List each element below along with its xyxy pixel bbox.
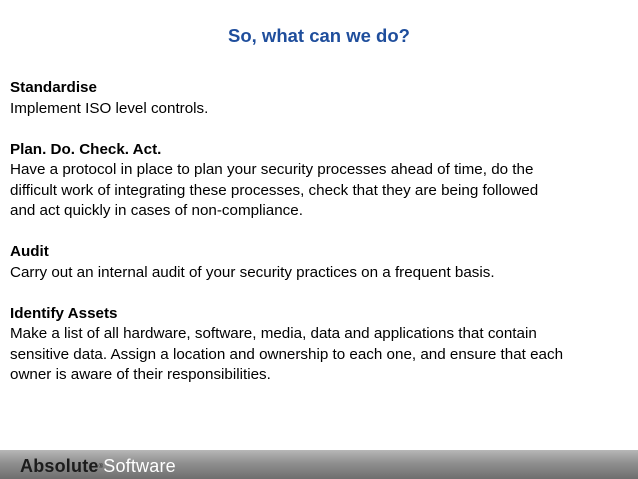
section-body-line: sensitive data. Assign a location and ownership to each one, and ensure that each <box>10 345 564 363</box>
section-heading: Audit <box>10 243 49 260</box>
section-body: Carry out an internal audit of your security practices on a frequent basis. <box>10 263 495 281</box>
section-body-line: difficult work of integrating these processes, check that they are being followed <box>10 181 539 199</box>
section-pdca <box>10 140 630 222</box>
section-body-line: owner is aware of their responsibilities. <box>10 366 271 383</box>
footer-bar <box>0 450 638 479</box>
section-body: Implement ISO level controls. <box>10 99 209 117</box>
logo-registered-mark: ® <box>98 464 104 470</box>
slide-content <box>10 78 630 406</box>
section-heading: Standardise <box>10 79 97 96</box>
section-identify-assets <box>10 304 630 386</box>
section-heading: Plan. Do. Check. Act. <box>10 140 162 158</box>
section-standardise <box>10 78 630 119</box>
logo-text-absolute: Absolute <box>20 456 99 476</box>
section-audit <box>10 242 630 283</box>
section-heading: Identify Assets <box>10 304 118 322</box>
slide-title: So, what can we do? <box>228 25 410 46</box>
section-body-line: Have a protocol in place to plan your security processes ahead of time, do the <box>10 161 534 178</box>
logo-text-software: Software <box>103 456 176 476</box>
section-body-line: and act quickly in cases of non-compliance. <box>10 202 303 219</box>
absolute-software-logo <box>20 456 176 476</box>
section-body-line: Make a list of all hardware, software, media, data and applications that contain <box>10 325 537 342</box>
